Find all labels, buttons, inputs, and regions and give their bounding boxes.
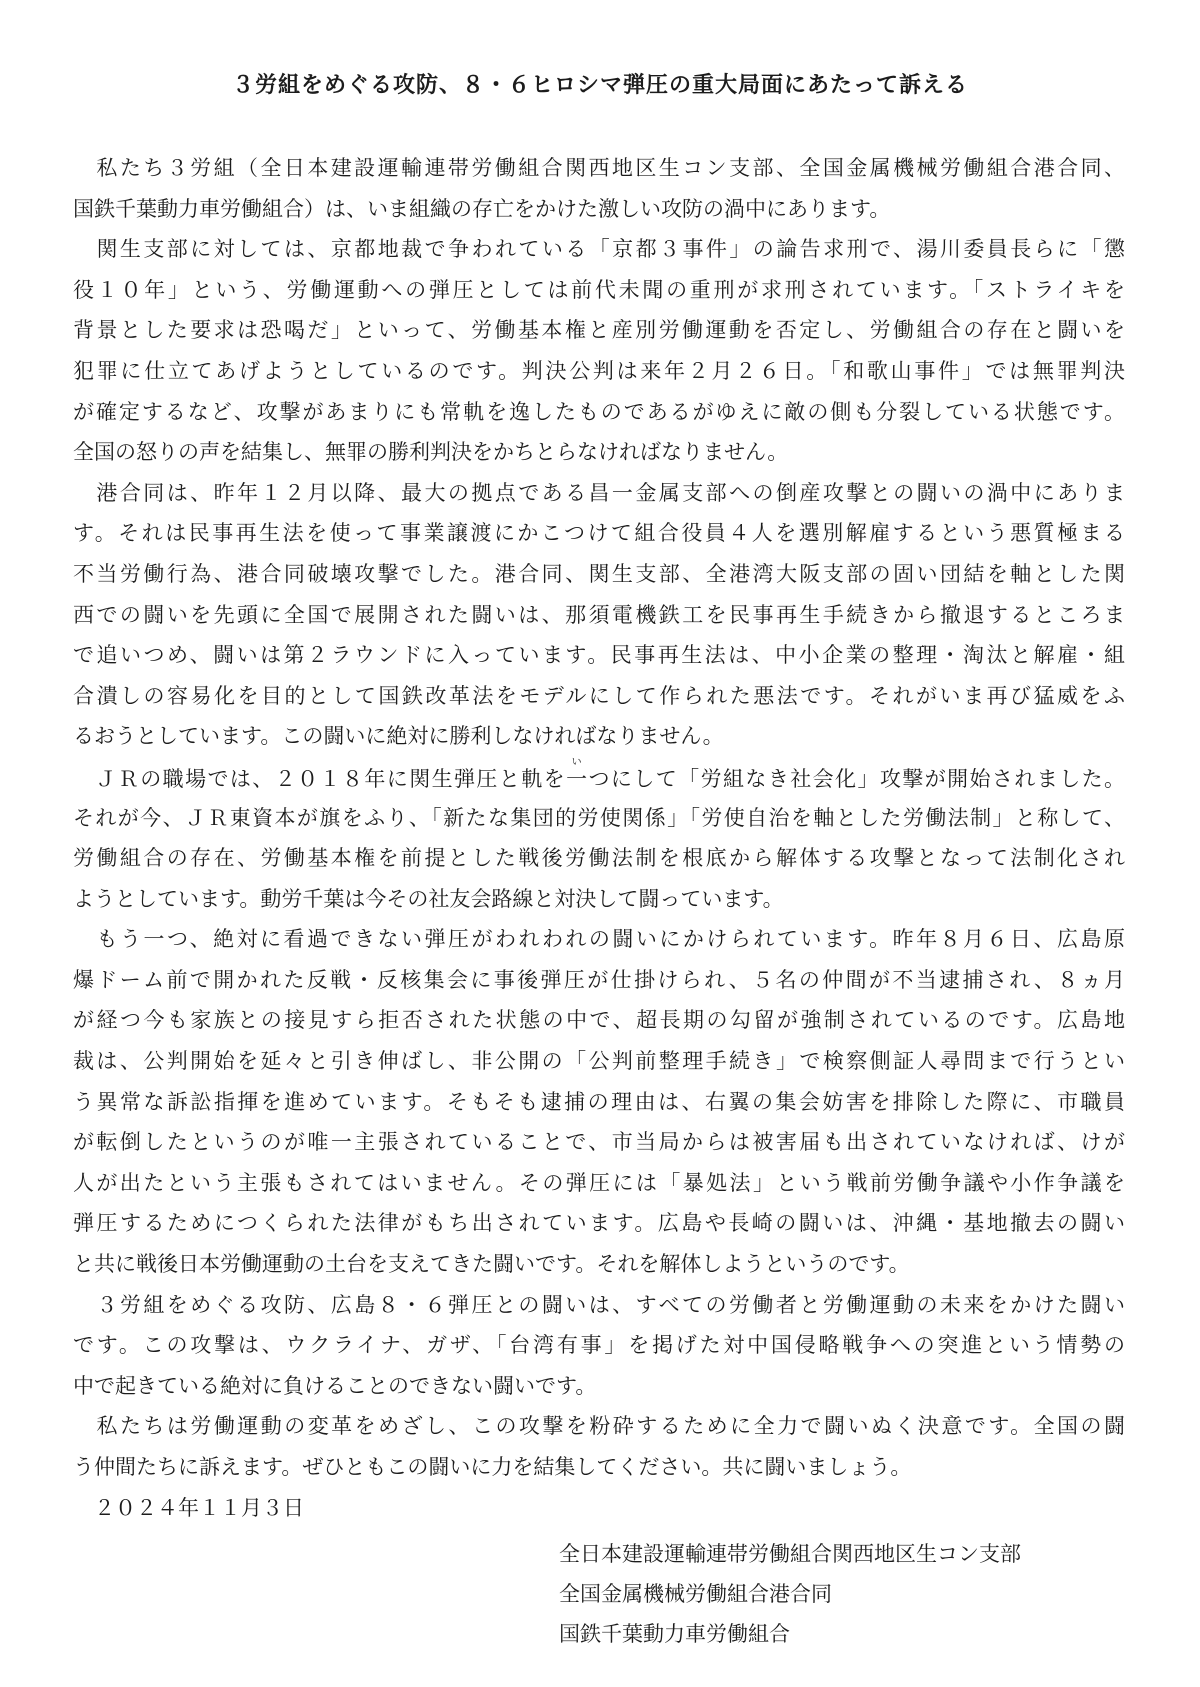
text-line: う仲間たちに訴えます。ぜひともこの闘いに力を結集してください。共に闘いましょう。 [73,1455,912,1479]
signatory: 全国金属機械労働組合港合同 [559,1582,832,1606]
paragraph [73,757,1125,919]
text-line: が確定するなど、攻撃があまりにも常軌を逸したものであるがゆえに敵の側も分裂している状態です。 [73,399,1125,424]
text-line: 国鉄千葉動力車労働組合）は、いま組織の存亡をかけた激しい攻防の渦中にあります。 [73,196,891,221]
paragraph [73,919,1125,1284]
text-line: 港合同は、昨年１２月以降、最大の拠点である昌一金属支部への倒産攻撃との闘いの渦中にありま [73,480,1125,505]
signatory: 全日本建設運輸連帯労働組合関西地区生コン支部 [559,1542,1021,1566]
text-line: それが今、ＪＲ東資本が旗をふり、「新たな集団的労使関係」「労使自治を軸とした労働法制」と称して、 [73,805,1125,830]
document-title: ３労組をめぐる攻防、８・６ヒロシマ弾圧の重大局面にあたって訴える [231,73,968,98]
text-line: 犯罪に仕立てあげようとしているのです。判決公判は来年２月２６日。「和歌山事件」では無罪判決 [73,358,1125,383]
text-line: 労働組合の存在、労働基本権を前提とした戦後労働法制を根底から解体する攻撃となって法制化され [73,846,1125,871]
text-segment: つにして「労組なき社会化」攻撃が開始されました。 [588,766,1126,791]
text-line: 背景とした要求は恐喝だ」といって、労働基本権と産別労働運動を否定し、労働組合の存在と闘いを [73,318,1125,343]
paragraph [73,229,1125,473]
text-line: ３労組をめぐる攻防、広島８・６弾圧との闘いは、すべての労働者と労働運動の未来をかけた闘い [73,1292,1125,1317]
text-line: 爆ドーム前で開かれた反戦・反核集会に事後弾圧が仕掛けられ、５名の仲間が不当逮捕され、８ヵ月 [73,967,1125,992]
paragraph [73,148,1125,229]
text-line: 不当労働行為、港合同破壊攻撃でした。港合同、関生支部、全港湾大阪支部の固い団結を軸とした関 [73,561,1125,586]
text-line: 人が出たという主張もされてはいません。その弾圧には「暴処法」という戦前労働争議や小作争議を [73,1170,1125,1195]
document-date: ２０２４年１１月３日 [73,1495,304,1520]
ruby-annotation: 一い [566,756,589,791]
text-line: で追いつめ、闘いは第２ラウンドに入っています。民事再生法は、中小企業の整理・淘汰と解雇・組 [73,643,1125,668]
text-line: 役１０年」という、労働運動への弾圧としては前代未聞の重刑が求刑されています。「ストライキを [73,277,1125,302]
paragraph [73,1285,1125,1407]
text-line: が経つ今も家族との接見すら拒否された状態の中で、超長期の勾留が強制されているのです。広島地 [73,1008,1125,1033]
paragraph [73,1406,1125,1487]
text-line: 弾圧するためにつくられた法律がもち出されています。広島や長崎の闘いは、沖縄・基地撤去の闘い [73,1211,1125,1236]
text-line: 裁は、公判開始を延々と引き伸ばし、非公開の「公判前整理手続き」で検察側証人尋問まで行うとい [73,1049,1125,1074]
text-line: う異常な訴訟指揮を進めています。そもそも逮捕の理由は、右翼の集会妨害を排除した際に、市職員 [73,1089,1125,1114]
paragraphs [73,148,1125,1488]
text-line: 中で起きている絶対に負けることのできない闘いです。 [73,1373,597,1398]
text-line [73,757,1125,798]
text-line: 私たちは労働運動の変革をめざし、この攻撃を粉砕するために全力で闘いぬく決意です。全国の闘 [73,1414,1125,1439]
text-line: るおうとしています。この闘いに絶対に勝利しなければなりません。 [73,724,724,749]
text-line: もう一つ、絶対に看過できない弾圧がわれわれの闘いにかけられています。昨年８月６日、広島原 [73,927,1125,952]
text-line: ようとしています。動労千葉は今その社友会路線と対決して闘っています。 [73,886,784,911]
text-line: 全国の怒りの声を結集し、無罪の勝利判決をかちとらなければなりません。 [73,440,789,465]
text-line: 私たち３労組（全日本建設運輸連帯労働組合関西地区生コン支部、全国金属機械労働組合港合同、 [73,156,1125,180]
signatories [559,1534,1021,1654]
paragraph [73,473,1125,757]
text-line: が転倒したというのが唯一主張されていることで、市当局からは被害届も出されていなければ、けが [73,1130,1125,1155]
document-body [73,148,1125,1528]
text-segment: ＪＲの職場では、２０１８年に関生弾圧と軌を [73,766,567,791]
text-line: 合潰しの容易化を目的として国鉄改革法をモデルにして作られた悪法です。それがいま再び猛威をふ [73,683,1125,708]
text-line: と共に戦後日本労働運動の土台を支えてきた闘いです。それを解体しようというのです。 [73,1252,910,1277]
text-line: 西での闘いを先頭に全国で展開された闘いは、那須電機鉄工を民事再生手続きから撤退するところま [73,602,1125,627]
signatory: 国鉄千葉動力車労働組合 [559,1622,790,1646]
text-line: す。それは民事再生法を使って事業譲渡にかこつけて組合役員４人を選別解雇するという悪質極まる [73,521,1125,546]
text-line: です。この攻撃は、ウクライナ、ガザ、「台湾有事」を掲げた対中国侵略戦争への突進という情勢の [73,1333,1125,1358]
text-line: 関生支部に対しては、京都地裁で争われている「京都３事件」の論告求刑で、湯川委員長らに「懲 [73,237,1125,262]
